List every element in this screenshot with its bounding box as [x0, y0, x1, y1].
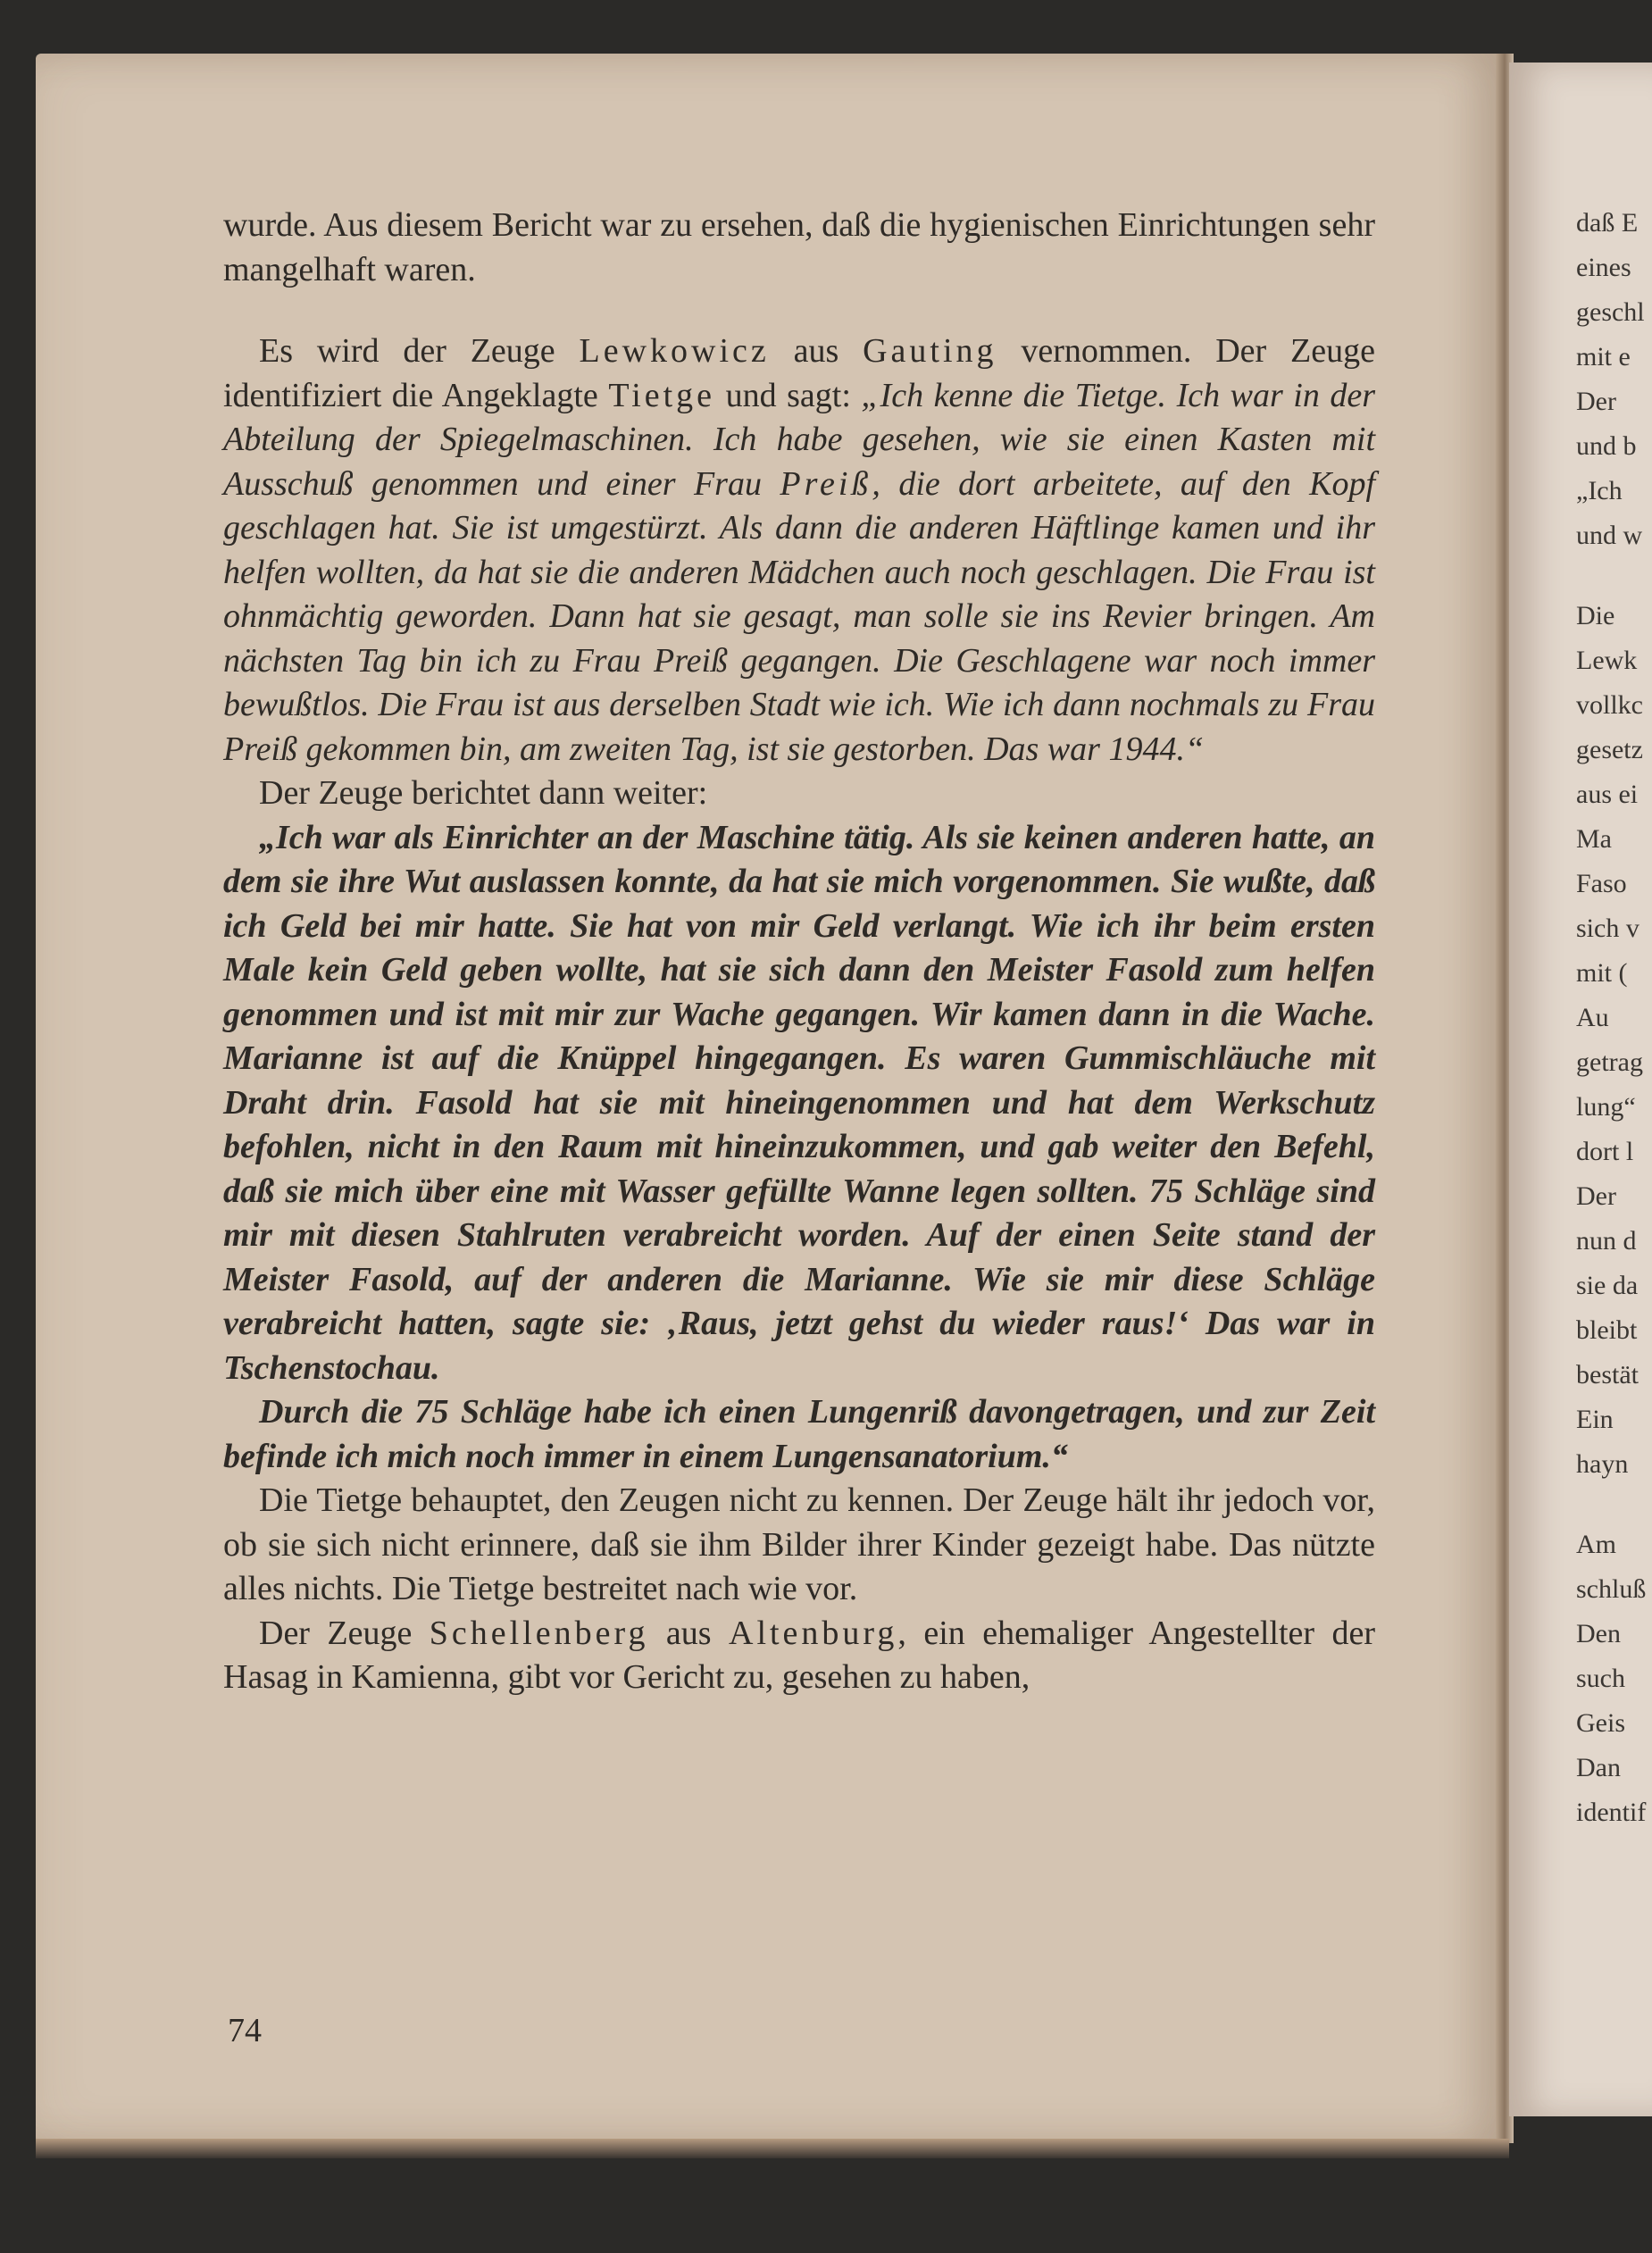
spacer	[1576, 558, 1652, 594]
fragment-line: Au	[1576, 1003, 1609, 1032]
fragment-line: dort l	[1576, 1137, 1634, 1166]
fragment-line: geschl	[1576, 297, 1645, 327]
name-schellenberg: Schellenberg	[429, 1614, 649, 1652]
spacer	[1576, 1487, 1652, 1523]
text-run: , ein ehemaliger Angestellter der Hasag in Kamienna, gibt vor Gericht zu, gesehen zu haben,	[223, 1614, 1375, 1696]
fragment-line: eines	[1576, 253, 1631, 282]
fragment-line: hayn	[1576, 1449, 1629, 1479]
text-run: aus	[665, 1614, 712, 1652]
fragment-line: lung“	[1576, 1092, 1636, 1122]
main-text	[223, 204, 1375, 1700]
fragment-line: „Ich	[1576, 476, 1623, 505]
fragment-line: gesetz	[1576, 735, 1643, 764]
text-run: und sagt:	[725, 376, 862, 414]
place-gauting: Gauting	[863, 332, 997, 370]
fragment-line: Der	[1576, 387, 1616, 416]
fragment-line: identif	[1576, 1798, 1647, 1827]
quote-run: , die dort arbeitete, auf den Kopf geschlagen hat. Sie ist umgestürzt. Als dann die anderen Häftlinge kamen und ihr helfen wollten, da hat sie die anderen Mädchen auch noch geschlagen. Die Frau ist ohnmächtig geworden. Dann hat sie gesagt, man solle sie ins Revier bringen. Am nächsten Tag bin ich zu Frau Preiß gegangen. Die Geschlagene war noch immer bewußtlos. Die Frau ist aus derselben Stadt wie ich. Wie ich dann nochmals zu Frau Preiß gekommen bin, am zweiten Tag, ist sie gestorben. Das war 1944.“	[223, 464, 1375, 768]
fragment-line: Den	[1576, 1619, 1621, 1648]
fragment-line: Geis	[1576, 1708, 1625, 1738]
fragment-line: Der	[1576, 1181, 1616, 1211]
testimony-quote-end: Durch die 75 Schläge habe ich einen Lungenriß davongetragen, und zur Zeit befinde ich mich noch immer in einem Lungensanatorium.“	[223, 1393, 1375, 1475]
name-preiss: Preiß	[780, 464, 872, 503]
fragment-line: Ma	[1576, 824, 1612, 854]
fragment-line: schluß	[1576, 1574, 1647, 1604]
text-run: Es wird der Zeuge	[259, 332, 555, 370]
fragment-line: Lewk	[1576, 646, 1638, 675]
fragment-line: such	[1576, 1664, 1625, 1693]
fragment-line: bleibt	[1576, 1315, 1638, 1345]
fragment-line: nun d	[1576, 1226, 1637, 1256]
fragment-line: mit e	[1576, 342, 1631, 371]
fragment-line: Dan	[1576, 1753, 1621, 1782]
text-run: Der Zeuge	[259, 1614, 413, 1652]
facing-page-fragments	[1576, 201, 1652, 1835]
page-number: 74	[228, 2012, 262, 2049]
fragment-line: Die	[1576, 601, 1615, 630]
fragment-line: daß E	[1576, 208, 1639, 238]
quote-run: „Ich kenne die Tietge. Ich war in der Abteilung der Spiegelmaschinen. Ich habe gesehen, wie sie einen Kasten mit Ausschuß genommen und einer Frau	[223, 376, 1376, 503]
fragment-line: aus ei	[1576, 780, 1639, 809]
paragraph-4: Die Tietge behauptet, den Zeugen nicht zu kennen. Der Zeuge hält ihr jedoch vor, ob sie sich nicht erinnere, daß sie ihm Bilder ihrer Kinder gezeigt habe. Das nützte alles nichts. Die Tietge bestreitet nach wie vor.	[223, 1481, 1375, 1607]
fragment-line: Ein	[1576, 1405, 1614, 1434]
fragment-line: bestät	[1576, 1360, 1639, 1389]
fragment-line: mit (	[1576, 958, 1628, 988]
paragraph-2	[223, 330, 1375, 772]
paragraph-3: Der Zeuge berichtet dann weiter:	[259, 774, 708, 812]
paragraph-1: wurde. Aus diesem Bericht war zu ersehen, daß die hygienischen Einrichtungen sehr mangelhaft waren.	[223, 206, 1375, 288]
name-tietge: Tietge	[608, 376, 716, 414]
fragment-line: Am	[1576, 1530, 1616, 1559]
fragment-line: Faso	[1576, 869, 1627, 898]
place-altenburg: Altenburg	[729, 1614, 898, 1652]
text-run: vernommen. Der Zeuge identifiziert die Angeklagte	[223, 332, 1375, 414]
paragraph-5	[223, 1612, 1375, 1700]
fragment-line: getrag	[1576, 1047, 1643, 1077]
fragment-line: sich v	[1576, 914, 1639, 943]
name-lewkowicz: Lewkowicz	[579, 332, 770, 370]
testimony-quote: „Ich war als Einrichter an der Maschine tätig. Als sie keinen anderen hatte, an dem sie ihre Wut auslassen konnte, da hat sie mich vorgenommen. Sie wußte, daß ich Geld bei mir hatte. Sie hat von mir Geld verlangt. Wie ich ihr beim ersten Male kein Geld geben wollte, hat sie sich dann den Meister Fasold zum helfen genommen und ist mit mir zur Wache gegangen. Wir kamen dann in die Wache. Marianne ist auf die Knüppel hingegangen. Es waren Gummischläuche mit Draht drin. Fasold hat sie mit hineingenommen und hat dem Werkschutz befohlen, nicht in den Raum mit hineinzukommen, und gab weiter den Befehl, daß sie mich über eine mit Wasser gefüllte Wanne legen sollten. 75 Schläge sind mir mit diesen Stahlruten verabreicht worden. Auf der einen Seite stand der Meister Fasold, auf der anderen die Marianne. Wie sie mir diese Schläge verabreicht hatten, sagte sie: ‚Raus, jetzt gehst du wieder raus!‘ Das war in Tschenstochau.	[223, 818, 1375, 1387]
page-bottom-edge	[36, 2139, 1509, 2158]
fragment-line: sie da	[1576, 1271, 1639, 1300]
fragment-line: und w	[1576, 521, 1643, 550]
fragment-line: und b	[1576, 431, 1637, 461]
text-run: aus	[793, 332, 839, 370]
fragment-line: vollkc	[1576, 690, 1643, 720]
